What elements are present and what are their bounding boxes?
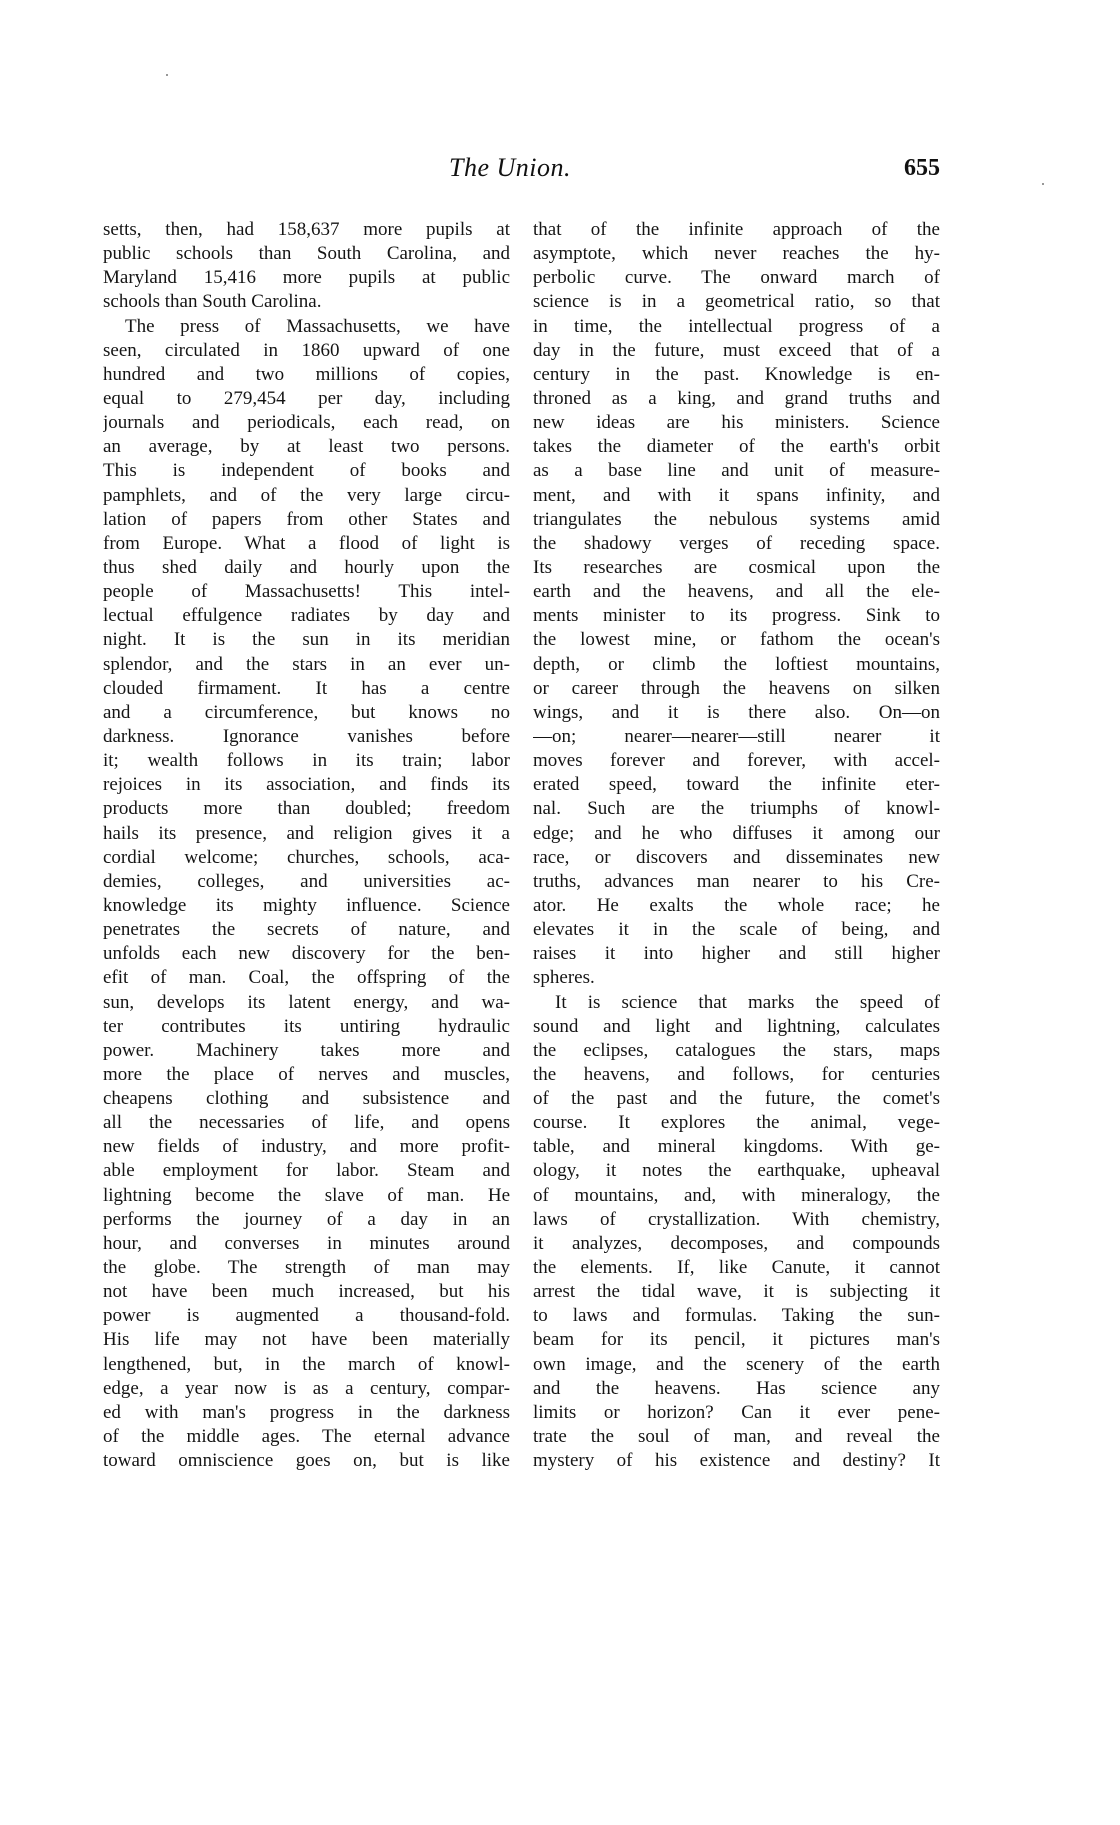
text-line: moves forever and forever, with accel- <box>533 750 940 772</box>
text-line: the globe. The strength of man may <box>103 1257 510 1279</box>
text-line: darkness. Ignorance vanishes before <box>103 725 510 747</box>
text-line: pamphlets, and of the very large circu- <box>103 484 510 506</box>
text-line: seen, circulated in 1860 upward of one <box>103 339 510 361</box>
text-line: public schools than South Carolina, and <box>103 243 510 265</box>
text-line: as a base line and unit of measure- <box>533 460 940 482</box>
scan-speck <box>1042 183 1044 185</box>
text-line: ter contributes its untiring hydraulic <box>103 1015 510 1037</box>
text-line: limits or horizon? Can it ever pene- <box>533 1401 940 1423</box>
text-line: products more than doubled; freedom <box>103 798 510 820</box>
text-line: It is science that marks the speed of <box>555 991 940 1013</box>
text-line: ed with man's progress in the darkness <box>103 1401 510 1423</box>
text-line: truths, advances man nearer to his Cre- <box>533 870 940 892</box>
text-line: sun, develops its latent energy, and wa- <box>103 991 510 1013</box>
text-line: edge; and he who diffuses it among our <box>533 822 940 844</box>
text-line: sound and light and lightning, calculates <box>533 1015 940 1037</box>
text-line: all the necessaries of life, and opens <box>103 1112 510 1134</box>
text-line: power is augmented a thousand-fold. <box>103 1305 510 1327</box>
text-line: demies, colleges, and universities ac- <box>103 870 510 892</box>
right-text-column <box>533 218 940 1473</box>
text-line: rejoices in its association, and finds its <box>103 774 510 796</box>
text-line: more the place of nerves and muscles, <box>103 1063 510 1085</box>
text-line: ator. He exalts the whole race; he <box>533 894 940 916</box>
text-line: century in the past. Knowledge is en- <box>533 363 940 385</box>
text-line: not have been much increased, but his <box>103 1281 510 1303</box>
text-line: unfolds each new discovery for the ben- <box>103 943 510 965</box>
text-line: hails its presence, and religion gives it a <box>103 822 510 844</box>
text-line: setts, then, had 158,637 more pupils at <box>103 219 510 240</box>
text-line: day in the future, must exceed that of a <box>533 339 940 361</box>
text-line: earth and the heavens, and all the ele- <box>533 581 940 603</box>
text-line: lectual effulgence radiates by day and <box>103 605 510 627</box>
text-line: clouded firmament. It has a centre <box>103 677 510 699</box>
text-line: mystery of his existence and destiny? It <box>533 1450 940 1472</box>
page-number: 655 <box>904 155 940 181</box>
text-line: This is independent of books and <box>103 460 510 482</box>
text-line: new fields of industry, and more profit- <box>103 1136 510 1158</box>
text-line: raises it into higher and still higher <box>533 943 940 965</box>
text-line: perbolic curve. The onward march of <box>533 267 940 289</box>
text-line: penetrates the secrets of nature, and <box>103 919 510 941</box>
text-line: spheres. <box>533 967 595 989</box>
text-line: lengthened, but, in the march of knowl- <box>103 1353 510 1375</box>
scan-speck <box>166 74 168 76</box>
running-title: The Union. <box>449 153 571 182</box>
text-line: in time, the intellectual progress of a <box>533 315 940 337</box>
text-line: of the past and the future, the comet's <box>533 1088 940 1110</box>
text-line: —on; nearer—nearer—still nearer it <box>533 725 940 747</box>
text-line: and a circumference, but knows no <box>103 701 510 723</box>
text-line: triangulates the nebulous systems amid <box>533 508 940 530</box>
text-line: ment, and with it spans infinity, and <box>533 484 940 506</box>
text-line: toward omniscience goes on, but is like <box>103 1450 510 1472</box>
text-line: journals and periodicals, each read, on <box>103 412 510 434</box>
text-line: The press of Massachusetts, we have <box>125 315 510 337</box>
text-line: the elements. If, like Canute, it cannot <box>533 1257 940 1279</box>
text-line: to laws and formulas. Taking the sun- <box>533 1305 940 1327</box>
text-line: course. It explores the animal, vege- <box>533 1112 940 1134</box>
text-line: an average, by at least two persons. <box>103 436 510 458</box>
text-line: depth, or climb the loftiest mountains, <box>533 653 940 675</box>
text-line: able employment for labor. Steam and <box>103 1160 510 1182</box>
text-line: trate the soul of man, and reveal the <box>533 1426 940 1448</box>
text-line: people of Massachusetts! This intel- <box>103 581 510 603</box>
text-line: takes the diameter of the earth's orbit <box>533 436 940 458</box>
text-line: schools than South Carolina. <box>103 291 322 313</box>
text-line: Its researches are cosmical upon the <box>533 556 940 578</box>
text-line: equal to 279,454 per day, including <box>103 387 510 409</box>
text-line: table, and mineral kingdoms. With ge- <box>533 1136 940 1158</box>
text-line: beam for its pencil, it pictures man's <box>533 1329 940 1351</box>
text-line: edge, a year now is as a century, compar- <box>103 1377 510 1399</box>
text-line: the shadowy verges of receding space. <box>533 532 940 554</box>
text-line: erated speed, toward the infinite eter- <box>533 774 940 796</box>
text-line: lightning become the slave of man. He <box>103 1184 510 1206</box>
text-line: power. Machinery takes more and <box>103 1039 510 1061</box>
text-line: His life may not have been materially <box>103 1329 510 1351</box>
text-line: it analyzes, decomposes, and compounds <box>533 1232 940 1254</box>
text-line: it; wealth follows in its train; labor <box>103 750 510 772</box>
text-line: of the middle ages. The eternal advance <box>103 1426 510 1448</box>
text-line: splendor, and the stars in an ever un- <box>103 653 510 675</box>
text-line: hundred and two millions of copies, <box>103 363 510 385</box>
text-line: wings, and it is there also. On—on <box>533 701 940 723</box>
text-line: elevates it in the scale of being, and <box>533 919 940 941</box>
text-line: of mountains, and, with mineralogy, the <box>533 1184 940 1206</box>
text-line: own image, and the scenery of the earth <box>533 1353 940 1375</box>
text-line: science is in a geometrical ratio, so that <box>533 291 940 313</box>
text-line: from Europe. What a flood of light is <box>103 532 510 554</box>
text-line: the lowest mine, or fathom the ocean's <box>533 629 940 651</box>
text-line: knowledge its mighty influence. Science <box>103 894 510 916</box>
text-line: cordial welcome; churches, schools, aca- <box>103 846 510 868</box>
text-line: asymptote, which never reaches the hy- <box>533 243 940 265</box>
text-line: race, or discovers and disseminates new <box>533 846 940 868</box>
text-line: ology, it notes the earthquake, upheaval <box>533 1160 940 1182</box>
text-line: laws of crystallization. With chemistry, <box>533 1208 940 1230</box>
text-line: hour, and converses in minutes around <box>103 1232 510 1254</box>
text-line: that of the infinite approach of the <box>533 219 940 240</box>
text-line: performs the journey of a day in an <box>103 1208 510 1230</box>
text-line: the heavens, and follows, for centuries <box>533 1063 940 1085</box>
text-line: arrest the tidal wave, it is subjecting it <box>533 1281 940 1303</box>
text-line: new ideas are his ministers. Science <box>533 412 940 434</box>
text-line: and the heavens. Has science any <box>533 1377 940 1399</box>
text-line: lation of papers from other States and <box>103 508 510 530</box>
text-line: cheapens clothing and subsistence and <box>103 1088 510 1110</box>
text-line: efit of man. Coal, the offspring of the <box>103 967 510 989</box>
left-text-column <box>103 218 510 1473</box>
text-line: ments minister to its progress. Sink to <box>533 605 940 627</box>
text-line: night. It is the sun in its meridian <box>103 629 510 651</box>
text-line: Maryland 15,416 more pupils at public <box>103 267 510 289</box>
text-line: or career through the heavens on silken <box>533 677 940 699</box>
text-line: nal. Such are the triumphs of knowl- <box>533 798 940 820</box>
text-line: throned as a king, and grand truths and <box>533 387 940 409</box>
text-line: thus shed daily and hourly upon the <box>103 556 510 578</box>
text-line: the eclipses, catalogues the stars, maps <box>533 1039 940 1061</box>
running-head <box>0 150 1120 186</box>
